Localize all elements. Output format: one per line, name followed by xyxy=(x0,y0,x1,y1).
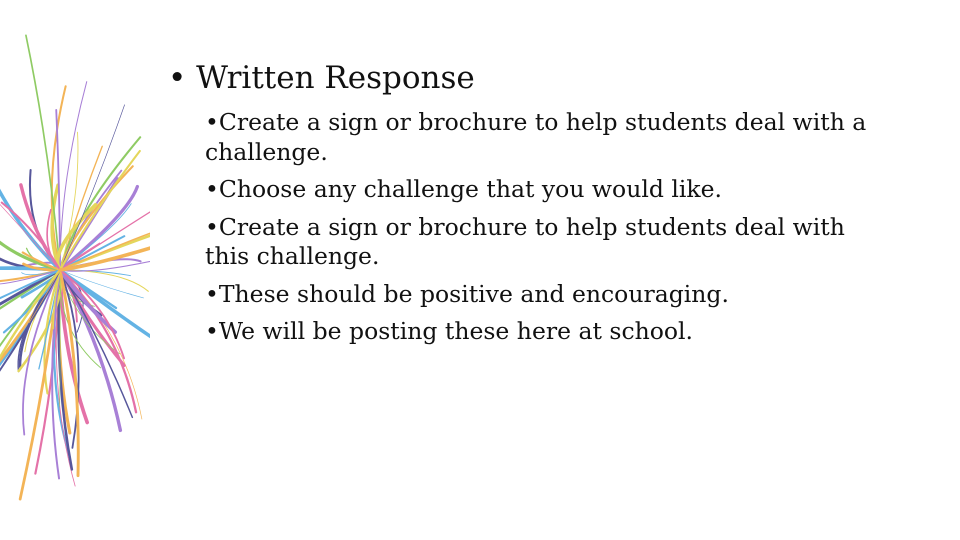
bullet-item: •Choose any challenge that you would like. xyxy=(205,175,723,203)
bullet-item: •We will be posting these here at school. xyxy=(205,317,694,345)
bullet-item: •These should be positive and encouraging. xyxy=(205,279,729,308)
slide-content xyxy=(168,56,928,355)
bullet-item: •Create a sign or brochure to help students deal with this challenge. xyxy=(205,212,845,270)
slide-heading: • Written Response xyxy=(168,60,475,96)
bullet-item: •Create a sign or brochure to help students deal with a challenge. xyxy=(205,108,867,166)
bullet-list xyxy=(168,108,928,347)
feather-burst-decoration xyxy=(0,20,150,520)
